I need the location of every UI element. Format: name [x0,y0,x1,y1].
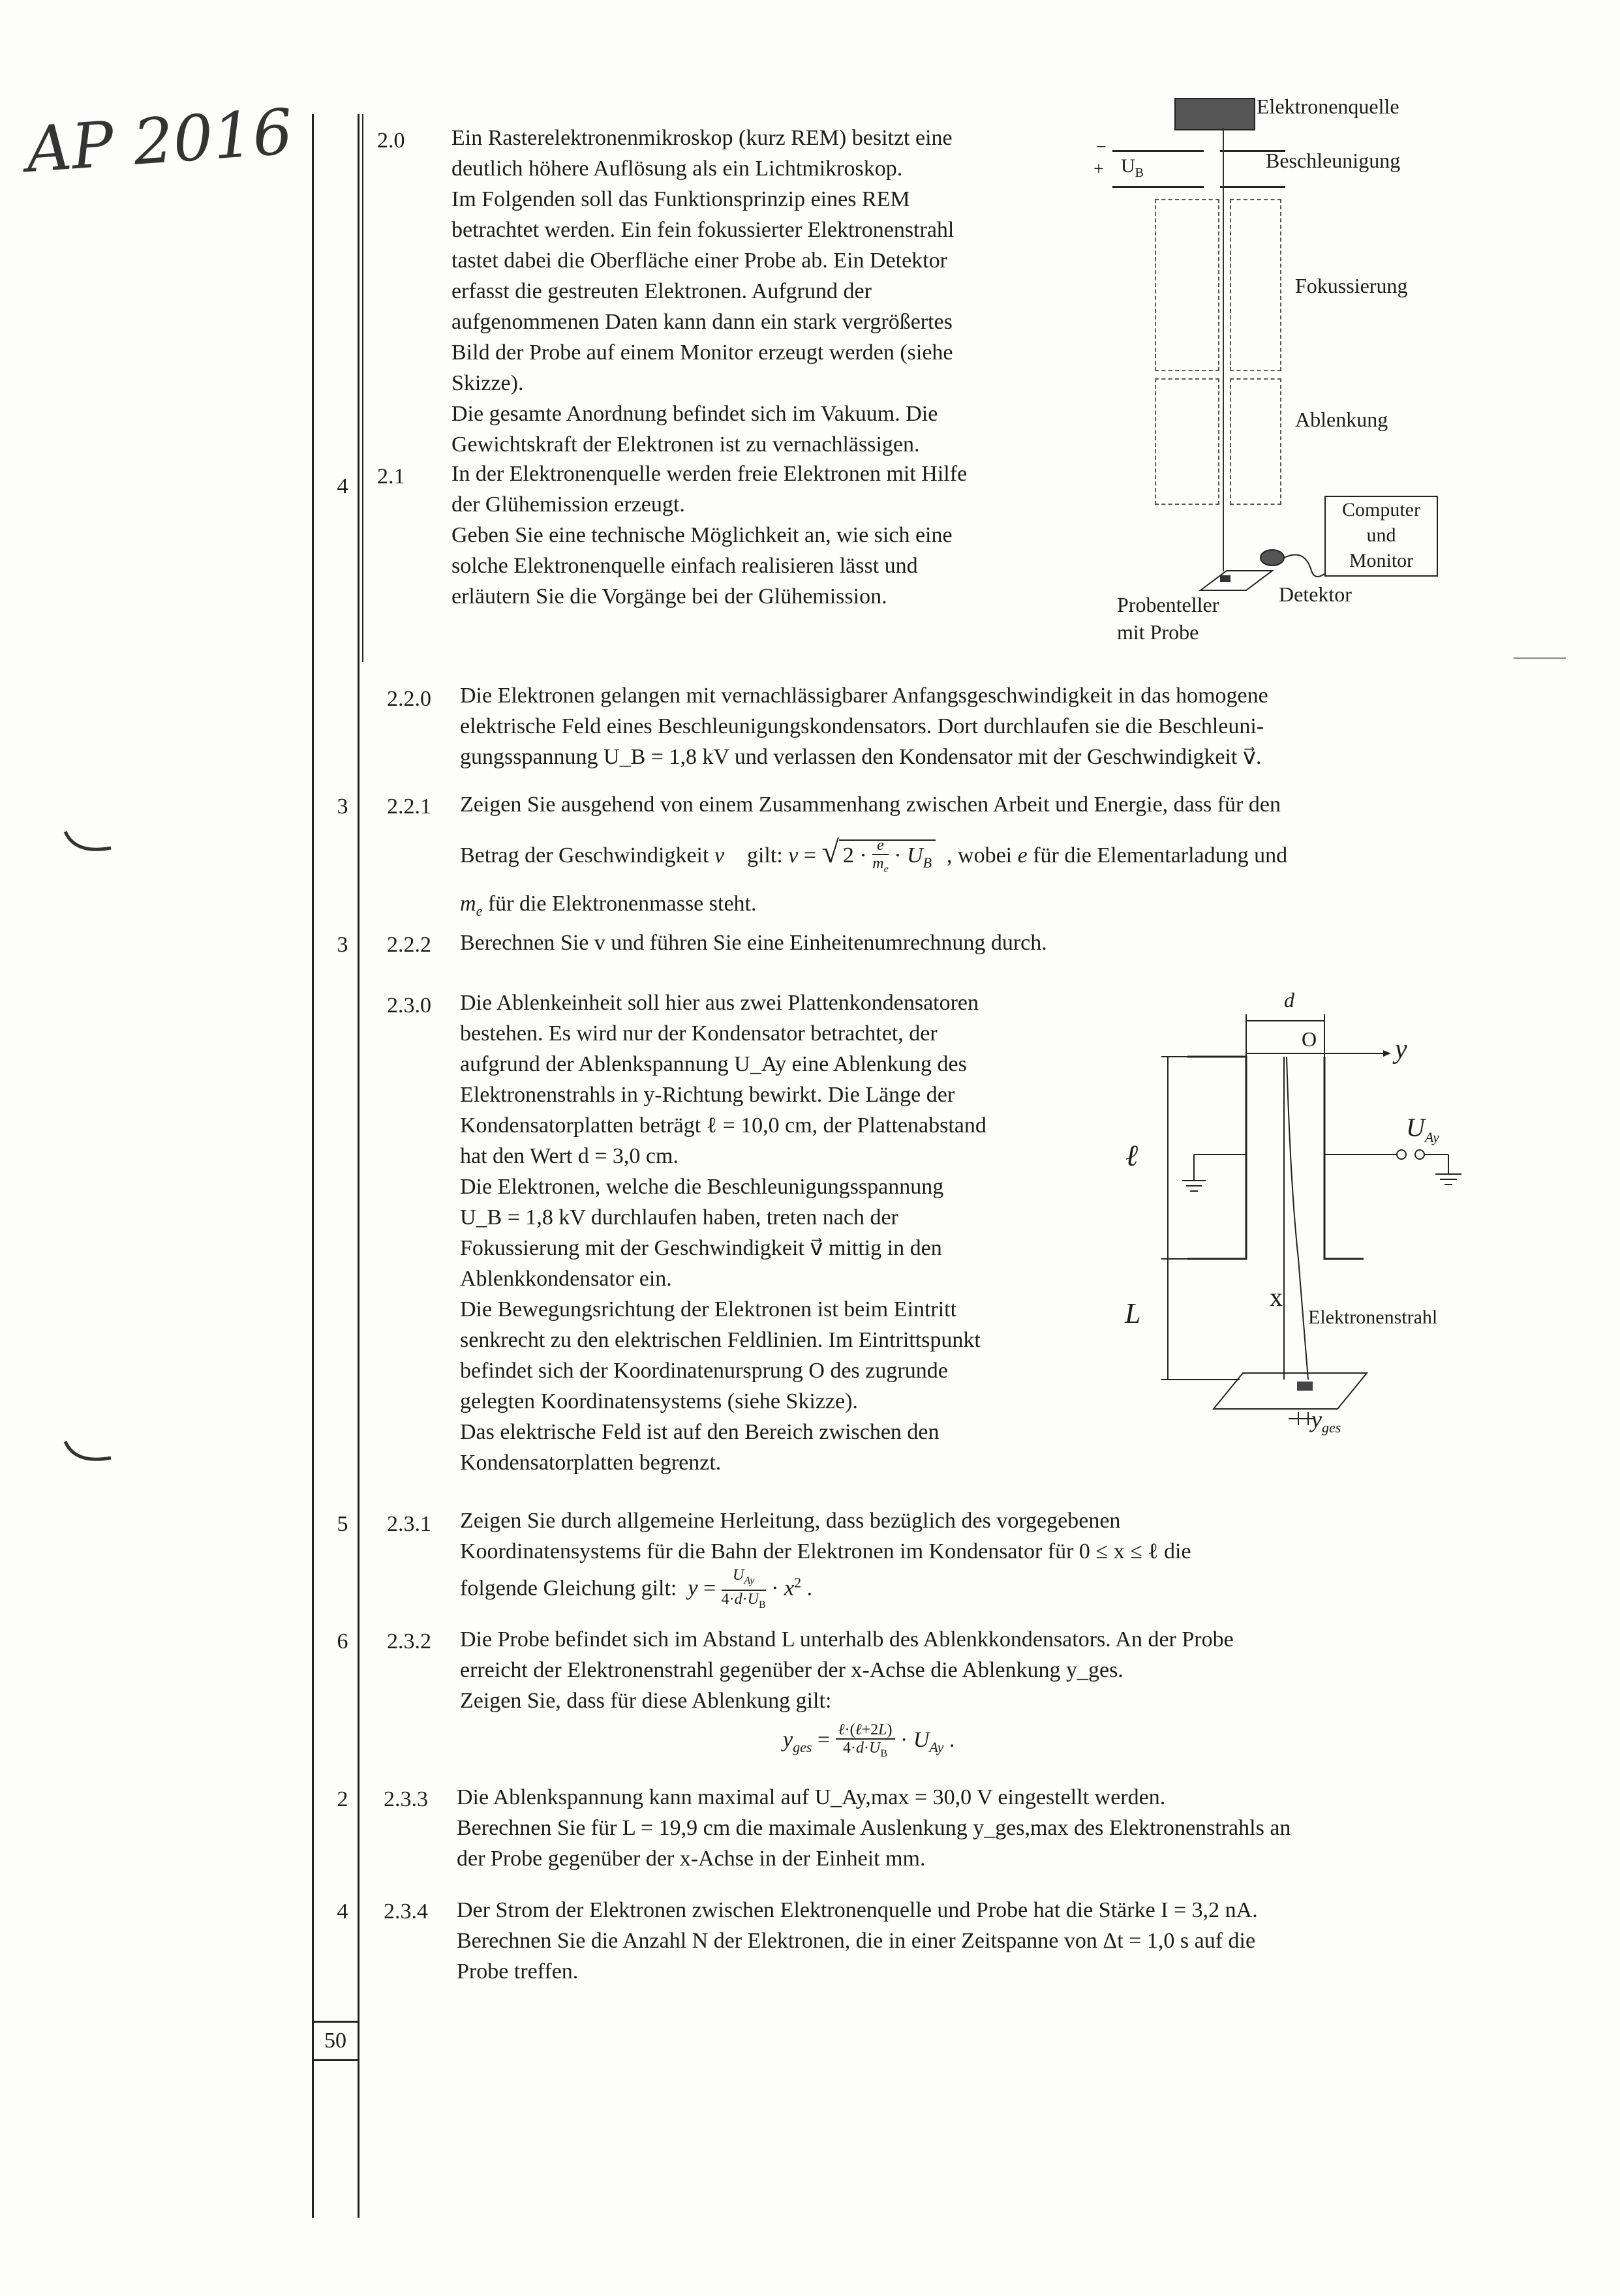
task-points: 5 [337,1512,348,1536]
text-line: hat den Wert d = 3,0 cm. [460,1144,679,1168]
task-number: 2.3.2 [387,1629,431,1654]
pencil-tick-mark [62,825,121,864]
task-points: 6 [337,1629,348,1654]
text-line: Zeigen Sie durch allgemeine Herleitung, dass bezüglich des vorgegebenen [460,1509,1121,1533]
task-2-1-text [451,459,1078,612]
text-line: Berechnen Sie für L = 19,9 cm die maximale Auslenkung y_ges,max des Elektronenstrahls an [457,1816,1291,1840]
margin-line [312,114,314,2218]
label-y-axis: y [1395,1035,1407,1065]
text-line: Die Probe befindet sich im Abstand L unterhalb des Ablenkkondensators. An der Probe [460,1627,1234,1652]
text-fragment: , wobei [947,843,1018,868]
task-2-3-2-text [460,1624,1478,1762]
task-2-2-2-text: Berechnen Sie v und führen Sie eine Einheitenumrechnung durch. [460,931,1047,955]
text-line: gelegten Koordinatensystems (siehe Skizze). [460,1389,858,1413]
task-2-2-1-text [460,789,1478,926]
text-line: gungsspannung U_B = 1,8 kV und verlassen den Kondensator mit der Geschwindigkeit v⃗. [460,745,1262,769]
text-line: $m_e$ für die Elektronenmasse steht. [460,892,757,919]
text-fragment: gilt: [741,843,789,868]
label-detector: Detektor [1279,582,1352,606]
electron-beam-line [1223,128,1224,571]
fraction-e-me: $\frac{e}{m_e}$ [872,837,889,875]
text-line: Die Ablenkspannung kann maximal auf U_Ay,max = 30,0 V eingestellt werden. [457,1785,1166,1809]
text-line: der Glühemission erzeugt. [451,492,685,517]
formula-yges: $y_{ges}$ = $\frac{\text{ℓ·(ℓ+2L)}}{4\cdot d\cdot U_B}$ · $U_{Ay}$ . [460,1721,1478,1762]
sqrt-content: 2 · $\frac{e}{m_e}$ · $U_B$ [839,839,936,870]
task-number: 2.2.0 [387,687,431,711]
task-points: 4 [337,1899,348,1924]
computer-label: Computer [1342,499,1420,521]
text-line: aufgenommenen Daten kann dann ein stark vergrößertes [451,310,953,334]
label-deflection: Ablenkung [1295,408,1388,431]
label-d: d [1284,988,1294,1012]
plus-sign: + [1093,159,1104,179]
text-line: Ein Rasterelektronenmikroskop (kurz REM) besitzt eine [451,126,953,150]
text-line: In der Elektronenquelle werden freie Elektronen mit Hilfe [451,462,968,486]
task-number: 2.1 [377,464,405,489]
minus-sign: − [1096,137,1107,157]
sqrt-sign: √ [821,835,839,870]
text-line-formula: Betrag der Geschwindigkeit v⃗ gilt: v = √ 2 · $\frac{e}{m_e}$ · $U_B$ , wobei e für die Elementarladung und [460,837,1478,878]
uay-symbol: U [1406,1113,1425,1142]
text-line: Zeigen Sie ausgehend von einem Zusammenhang zwischen Arbeit und Energie, dass für den [460,793,1281,817]
label-uay [1406,1112,1439,1146]
task-number: 2.3.1 [387,1512,431,1536]
text-line: senkrecht zu den elektrischen Feldlinien. Im Eintrittspunkt [460,1328,981,1352]
text-fragment: für die Elektronenmasse steht. [482,892,757,916]
text-line: befindet sich der Koordinatenursprung O des zugrunde [460,1359,948,1383]
text-fragment: folgende Gleichung gilt: [460,1576,677,1601]
text-line: bestehen. Es wird nur der Kondensator betrachtet, der [460,1021,938,1046]
accel-plate-bottom-right [1220,186,1285,188]
text-line: Probe treffen. [457,1959,579,1984]
total-points: 50 [313,2021,358,2061]
text-line: erläutern Sie die Vorgänge bei der Glühemission. [451,584,887,609]
sample-label: mit Probe [1117,620,1199,644]
task-points: 3 [337,794,348,819]
label-origin: O [1302,1027,1317,1051]
task-2-3-3-text [457,1782,1478,1874]
yges-symbol: y [1311,1406,1322,1432]
text-line: Die Bewegungsrichtung der Elektronen ist beim Eintritt [460,1297,957,1322]
text-line: elektrische Feld eines Beschleunigungskondensators. Dort durchlaufen sie die Beschleuni- [460,714,1264,738]
text-line: aufgrund der Ablenkspannung U_Ay eine Ablenkung des [460,1052,967,1076]
text-line: Berechnen Sie die Anzahl N der Elektronen, die in einer Zeitspanne von Δt = 1,0 s auf die [457,1929,1256,1953]
text-line: Die Elektronen, welche die Beschleunigungsspannung [460,1175,944,1199]
text-line: Die Ablenkeinheit soll hier aus zwei Plattenkondensatoren [460,991,979,1015]
pencil-tick-mark [62,1435,121,1474]
text-line: Skizze). [451,371,524,395]
handwritten-note: AP 2016 [23,95,296,187]
label-x-axis: x [1270,1282,1283,1312]
divider [1514,657,1566,659]
task-2-2-0-text [460,680,1478,772]
text-line: Im Folgenden soll das Funktionsprinzip eines REM [451,187,910,211]
task-number: 2.3.4 [384,1899,428,1924]
task-2-0-text [451,123,1078,460]
task-number: 2.3.0 [387,993,431,1018]
task-number: 2.2.1 [387,794,431,819]
text-line: Gewichtskraft der Elektronen ist zu vernachlässigen. [451,432,920,457]
margin-line [362,114,363,662]
sample-label: Probenteller [1117,593,1219,616]
text-line: Bild der Probe auf einem Monitor erzeugt werden (siehe [451,340,953,365]
text-line: Ablenkkondensator ein. [460,1267,672,1291]
task-number: 2.0 [377,128,405,153]
text-line: Kondensatorplatten begrenzt. [460,1451,722,1475]
label-focusing: Fokussierung [1295,274,1408,297]
task-2-3-1-text [460,1505,1478,1614]
label-yges [1311,1406,1341,1436]
label-L: L [1125,1297,1141,1329]
text-line: Zeigen Sie, dass für diese Ablenkung gilt: [460,1689,832,1713]
deflect-plate-left [1155,378,1219,505]
formula-v: v [788,843,799,868]
label-sample [1117,591,1219,646]
computer-label: und [1366,524,1396,546]
text-line: Die Elektronen gelangen mit vernachlässigbarer Anfangsgeschwindigkeit in das homogene [460,684,1268,708]
ub-symbol: U [1121,155,1135,177]
text-line: Das elektrische Feld ist auf den Bereich zwischen den [460,1420,940,1444]
task-number: 2.3.3 [384,1787,428,1811]
text-line: der Probe gegenüber der x-Achse in der Einheit mm. [457,1847,926,1871]
deflection-capacitor-sketch [1109,991,1475,1448]
text-line: Die gesamte Anordnung befindet sich im Vakuum. Die [451,402,938,426]
text-line: Der Strom der Elektronen zwischen Elektronenquelle und Probe hat die Stärke I = 3,2 nA. [457,1898,1258,1922]
fraction-yges: $\frac{\text{ℓ·(ℓ+2L)}}{4\cdot d\cdot U_B}$ [836,1721,895,1762]
text-fragment: Betrag der Geschwindigkeit [460,843,714,868]
text-line: solche Elektronenquelle einfach realisieren lässt und [451,554,918,578]
text-line: Koordinatensystems für die Bahn der Elektronen im Kondensator für 0 ≤ x ≤ ℓ die [460,1539,1191,1563]
task-points: 3 [337,933,348,957]
electron-source-block [1174,98,1255,130]
computer-monitor-box [1324,496,1438,577]
task-2-3-4-text [457,1895,1478,1987]
accel-plate-bottom-left [1112,186,1204,188]
text-line: betrachtet werden. Ein fein fokussierter Elektronenstrahl [451,218,955,242]
text-line: U_B = 1,8 kV durchlaufen haben, treten nach der [460,1205,898,1230]
fraction-uay-4dub: $\frac{U_{Ay}}{4\cdot d\cdot U_B}$ [721,1567,766,1610]
text-line: deutlich höhere Auflösung als ein Lichtmikroskop. [451,157,903,181]
text-line: tastet dabei die Oberfläche einer Probe ab. Ein Detektor [451,249,947,273]
text-line: Kondensatorplatten beträgt ℓ = 10,0 cm, der Plattenabstand [460,1113,986,1138]
label-ell: ℓ [1125,1139,1139,1172]
ub-subscript: B [1135,166,1144,180]
text-line: Elektronenstrahls in y-Richtung bewirkt. Die Länge der [460,1083,955,1107]
task-number: 2.2.2 [387,933,431,957]
accel-plate-top-left [1112,150,1204,152]
task-points: 4 [337,474,348,498]
text-line: erreicht der Elektronenstrahl gegenüber der x-Achse die Ablenkung y_ges. [460,1658,1123,1682]
text-line: Geben Sie eine technische Möglichkeit an, wie sich eine [451,523,953,547]
label-ub [1121,155,1144,181]
computer-label: Monitor [1349,550,1414,571]
deflect-plate-right [1230,378,1281,505]
label-electron-source: Elektronenquelle [1257,95,1399,118]
text-line-formula: folgende Gleichung gilt: y = $\frac{U_{Ay}}{4\cdot d\cdot U_B}$ · $x^2$ . [460,1567,1478,1614]
yges-subscript: ges [1321,1419,1341,1436]
task-points: 2 [337,1787,348,1811]
text-line: Fokussierung mit der Geschwindigkeit v⃗ mittig in den [460,1236,942,1260]
label-acceleration: Beschleunigung [1266,149,1401,172]
task-2-3-0-text [460,988,1106,1478]
focus-plate-right [1230,199,1281,371]
vector-v: v⃗ [714,843,742,868]
focus-plate-left [1155,199,1219,371]
label-electron-beam: Elektronenstrahl [1308,1307,1438,1328]
uay-subscript: Ay [1424,1129,1439,1145]
text-line: erfasst die gestreuten Elektronen. Aufgrund der [451,279,872,303]
text-fragment: für die Elementarladung und [1027,843,1288,868]
